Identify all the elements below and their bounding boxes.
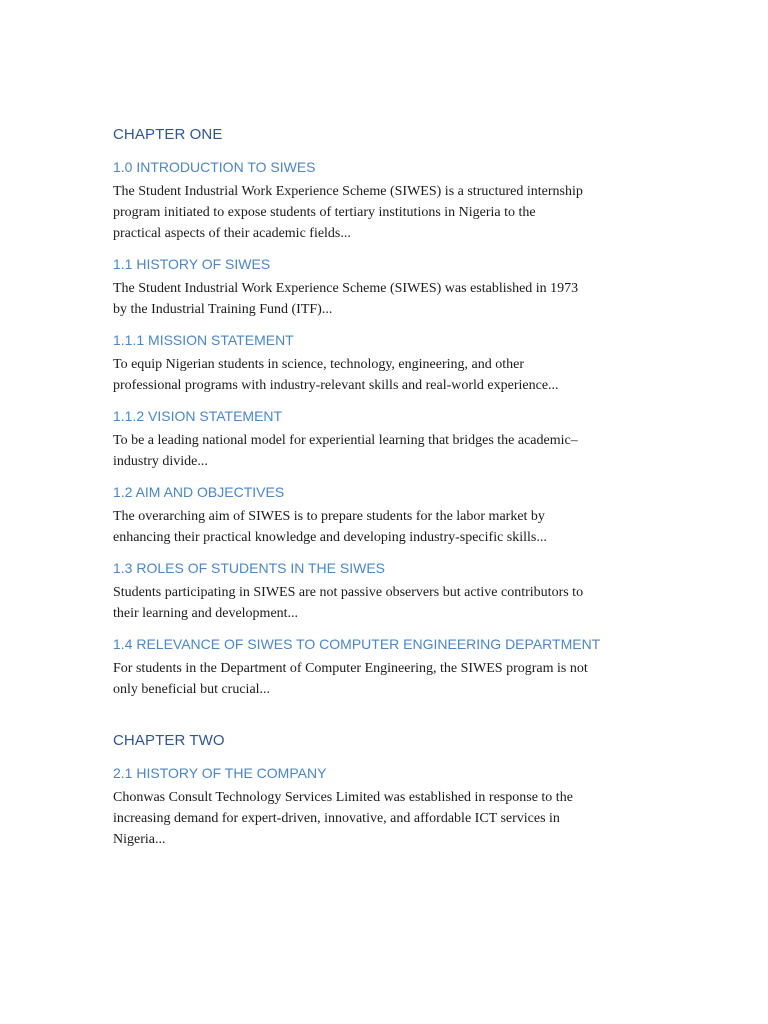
section-body bbox=[113, 430, 673, 472]
section-heading: 1.0 INTRODUCTION TO SIWES bbox=[113, 159, 316, 175]
body-line: enhancing their practical knowledge and developing industry-specific skills... bbox=[113, 530, 547, 545]
body-line: Chonwas Consult Technology Services Limited was established in response to the bbox=[113, 790, 573, 805]
body-line: Students participating in SIWES are not passive observers but active contributors to bbox=[113, 585, 584, 600]
body-line: The overarching aim of SIWES is to prepare students for the labor market by bbox=[113, 509, 545, 524]
body-line: only beneficial but crucial... bbox=[113, 682, 271, 697]
section-history bbox=[113, 255, 673, 320]
section-mission bbox=[113, 331, 673, 396]
section-introduction bbox=[113, 158, 673, 244]
section-body bbox=[113, 181, 673, 244]
section-body bbox=[113, 278, 673, 320]
document-page bbox=[113, 125, 673, 861]
section-vision bbox=[113, 407, 673, 472]
body-line: professional programs with industry-relevant skills and real-world experience... bbox=[113, 378, 559, 393]
section-heading: 1.3 ROLES OF STUDENTS IN THE SIWES bbox=[113, 560, 386, 576]
section-body bbox=[113, 354, 673, 396]
section-company-history bbox=[113, 764, 673, 850]
section-heading: 1.2 AIM AND OBJECTIVES bbox=[113, 484, 285, 500]
section-aims bbox=[113, 483, 673, 548]
body-line: For students in the Department of Computer Engineering, the SIWES program is not bbox=[113, 661, 588, 676]
section-heading: 1.1.2 VISION STATEMENT bbox=[113, 408, 283, 424]
section-relevance bbox=[113, 635, 673, 700]
chapter-title: CHAPTER TWO bbox=[113, 732, 225, 749]
section-body bbox=[113, 658, 673, 700]
body-line: by the Industrial Training Fund (ITF)... bbox=[113, 302, 333, 317]
section-body bbox=[113, 582, 673, 624]
section-heading: 1.4 RELEVANCE OF SIWES TO COMPUTER ENGINEERING DEPARTMENT bbox=[113, 636, 601, 652]
body-line: The Student Industrial Work Experience Scheme (SIWES) was established in 1973 bbox=[113, 281, 579, 296]
section-body bbox=[113, 787, 673, 850]
section-roles bbox=[113, 559, 673, 624]
body-line: The Student Industrial Work Experience Scheme (SIWES) is a structured internship bbox=[113, 184, 583, 199]
section-heading: 1.1 HISTORY OF SIWES bbox=[113, 256, 271, 272]
section-body bbox=[113, 506, 673, 548]
body-line: To equip Nigerian students in science, technology, engineering, and other bbox=[113, 357, 524, 372]
body-line: increasing demand for expert-driven, innovative, and affordable ICT services in bbox=[113, 811, 560, 826]
body-line: practical aspects of their academic fields... bbox=[113, 226, 351, 241]
body-line: program initiated to expose students of tertiary institutions in Nigeria to the bbox=[113, 205, 536, 220]
chapter-title: CHAPTER ONE bbox=[113, 126, 223, 143]
body-line: To be a leading national model for experiential learning that bridges the academic– bbox=[113, 433, 578, 448]
section-heading: 2.1 HISTORY OF THE COMPANY bbox=[113, 765, 327, 781]
body-line: Nigeria... bbox=[113, 832, 166, 847]
body-line: their learning and development... bbox=[113, 606, 299, 621]
body-line: industry divide... bbox=[113, 454, 208, 469]
section-heading: 1.1.1 MISSION STATEMENT bbox=[113, 332, 294, 348]
